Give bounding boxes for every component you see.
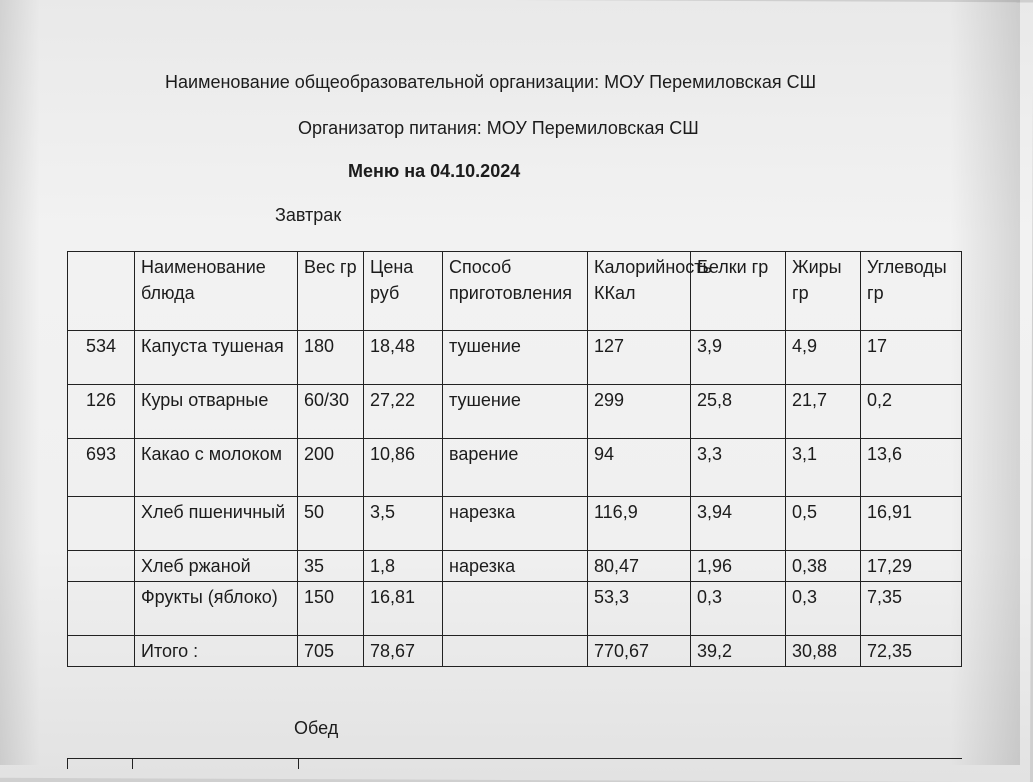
header-fats: Жиры гр [786,252,861,331]
cell-carbs: 17 [861,331,962,385]
breakfast-heading: Завтрак [275,205,342,225]
cell-dish-name: Куры отварные [135,385,298,439]
header-weight: Вес гр [298,252,364,331]
table-row [68,551,962,582]
table-header-row [68,252,962,331]
total-label: Итого : [135,636,298,667]
total-price: 78,67 [364,636,443,667]
total-carbs: 72,35 [861,636,962,667]
cell-carbs: 7,35 [861,582,962,636]
header-carbs: Углеводы гр [861,252,962,331]
cell-code: 693 [68,439,135,497]
cell-code [68,582,135,636]
cell-calories: 53,3 [588,582,691,636]
cell-proteins: 1,96 [691,551,786,582]
table-total-row [68,636,962,667]
cell-calories: 127 [588,331,691,385]
cell-fats: 4,9 [786,331,861,385]
header-cooking-method: Способ приготовления [443,252,588,331]
cell-fats: 0,3 [786,582,861,636]
organization-line: Наименование общеобразовательной организации: МОУ Перемиловская СШ [165,72,817,92]
header-proteins: Белки гр [691,252,786,331]
cell-proteins: 25,8 [691,385,786,439]
cell-code [68,551,135,582]
lunch-table-top-edge [67,758,962,769]
cell-proteins: 3,3 [691,439,786,497]
cell-dish-name: Хлеб ржаной [135,551,298,582]
table-row [68,385,962,439]
cell-calories: 299 [588,385,691,439]
total-proteins: 39,2 [691,636,786,667]
table-row [68,582,962,636]
cell-weight: 200 [298,439,364,497]
total-weight: 705 [298,636,364,667]
table-row [68,439,962,497]
header-price: Цена руб [364,252,443,331]
cell-dish-name: Фрукты (яблоко) [135,582,298,636]
cell-code: 534 [68,331,135,385]
header-code [68,252,135,331]
cell-cooking-method: нарезка [443,497,588,551]
cell-weight: 35 [298,551,364,582]
cell-dish-name: Какао с молоком [135,439,298,497]
cell-code: 126 [68,385,135,439]
cell-cooking-method: варение [443,439,588,497]
table-row [68,497,962,551]
total-calories: 770,67 [588,636,691,667]
cell-carbs: 16,91 [861,497,962,551]
cell-carbs: 17,29 [861,551,962,582]
menu-title: Меню на 04.10.2024 [348,161,521,181]
cell-weight: 60/30 [298,385,364,439]
cell-carbs: 0,2 [861,385,962,439]
cell-cooking-method: нарезка [443,551,588,582]
cell-code [68,497,135,551]
header-dish-name: Наименование блюда [135,252,298,331]
cell-calories: 80,47 [588,551,691,582]
cell-code [68,636,135,667]
cell-price: 18,48 [364,331,443,385]
cell-price: 1,8 [364,551,443,582]
breakfast-menu-table [67,251,962,667]
cell-weight: 180 [298,331,364,385]
cell-price: 3,5 [364,497,443,551]
cell-price: 16,81 [364,582,443,636]
cell-calories: 94 [588,439,691,497]
cell-calories: 116,9 [588,497,691,551]
cell-carbs: 13,6 [861,439,962,497]
cell-fats: 0,38 [786,551,861,582]
cell-dish-name: Хлеб пшеничный [135,497,298,551]
lunch-heading: Обед [294,718,339,738]
cell-cooking-method: тушение [443,385,588,439]
table-row [68,331,962,385]
cell-fats: 3,1 [786,439,861,497]
total-fats: 30,88 [786,636,861,667]
cell-fats: 21,7 [786,385,861,439]
cell-cooking-method: тушение [443,331,588,385]
cell-cooking-method [443,582,588,636]
cell-proteins: 3,9 [691,331,786,385]
cell-price: 27,22 [364,385,443,439]
cell-weight: 50 [298,497,364,551]
food-provider-line: Организатор питания: МОУ Перемиловская СШ [298,118,699,138]
total-cooking-method [443,636,588,667]
cell-weight: 150 [298,582,364,636]
header-calories: Калорийность ККал [588,252,691,331]
cell-proteins: 3,94 [691,497,786,551]
cell-price: 10,86 [364,439,443,497]
cell-fats: 0,5 [786,497,861,551]
cell-proteins: 0,3 [691,582,786,636]
cell-dish-name: Капуста тушеная [135,331,298,385]
